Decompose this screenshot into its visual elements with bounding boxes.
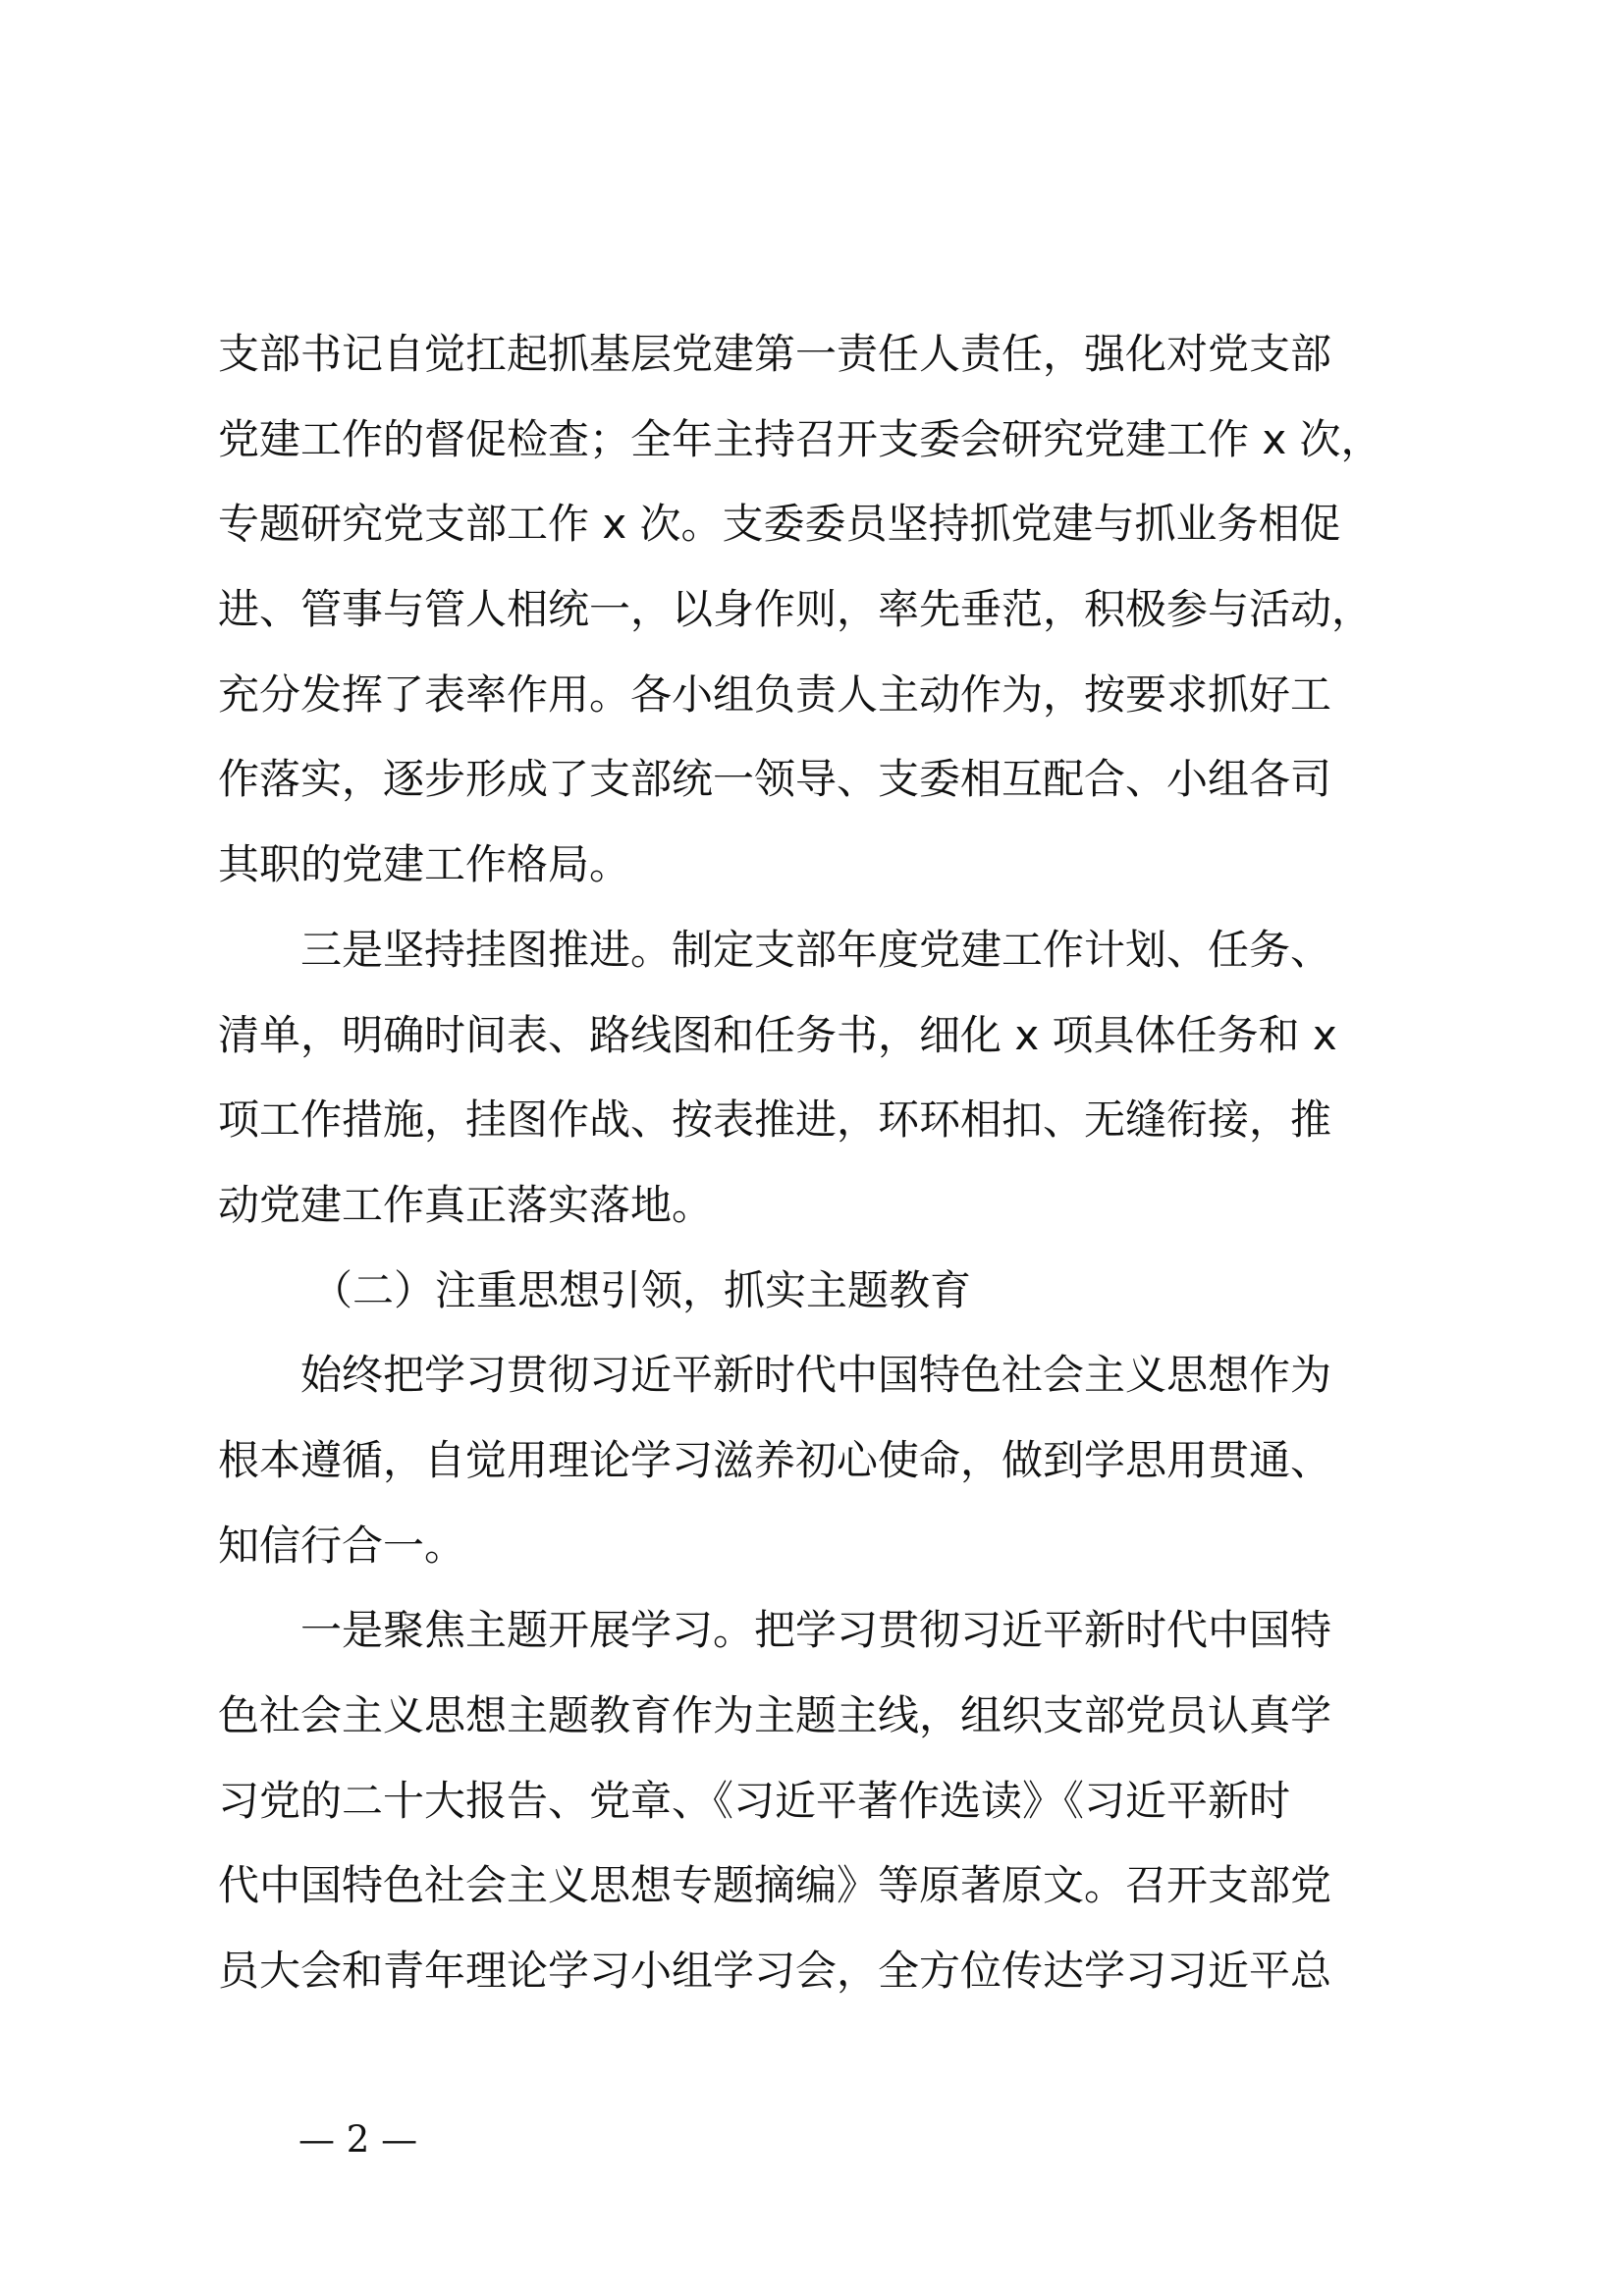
- text-line: 根本遵循，自觉用理论学习滋养初心使命，做到学思用贯通、: [218, 1435, 1332, 1484]
- paragraph-start-line: 三是坚持挂图推进。制定支部年度党建工作计划、任务、: [218, 925, 1332, 974]
- body-text: [218, 312, 1445, 2014]
- page-number: — 2 —: [298, 2118, 418, 2161]
- paragraph-start-line: 一是聚焦主题开展学习。把学习贯彻习近平新时代中国特: [218, 1606, 1332, 1655]
- text-line: 知信行合一。: [218, 1521, 466, 1570]
- text-line: 清单，明确时间表、路线图和任务书，细化 x 项具体任务和 x: [218, 1010, 1337, 1059]
- paragraph-start-line: 始终把学习贯彻习近平新时代中国特色社会主义思想作为: [218, 1351, 1332, 1400]
- text-line: 作落实，逐步形成了支部统一领导、支委相互配合、小组各司: [218, 755, 1332, 804]
- text-line: 动党建工作真正落实落地。: [218, 1180, 714, 1229]
- text-line: 专题研究党支部工作 x 次。支委委员坚持抓党建与抓业务相促: [218, 500, 1341, 549]
- text-line: 其职的党建工作格局。: [218, 840, 631, 889]
- text-line: 充分发挥了表率作用。各小组负责人主动作为，按要求抓好工: [218, 669, 1332, 719]
- text-line: 支部书记自觉扛起抓基层党建第一责任人责任，强化对党支部: [218, 330, 1332, 378]
- text-line: 代中国特色社会主义思想专题摘编》等原著原文。召开支部党: [218, 1861, 1332, 1910]
- text-line: 习党的二十大报告、党章、《习近平著作选读》《习近平新时: [218, 1776, 1291, 1825]
- section-heading: （二）注重思想引领，抓实主题教育: [311, 1265, 972, 1314]
- text-line: 色社会主义思想主题教育作为主题主线，组织支部党员认真学: [218, 1691, 1332, 1739]
- text-line: 项工作措施，挂图作战、按表推进，环环相扣、无缝衔接，推: [218, 1095, 1332, 1145]
- text-line: 进、管事与管人相统一，以身作则，率先垂范，积极参与活动，: [218, 585, 1374, 634]
- text-line: 员大会和青年理论学习小组学习会，全方位传达学习习近平总: [218, 1947, 1332, 1996]
- text-line: 党建工作的督促检查；全年主持召开支委会研究党建工作 x 次，: [218, 414, 1382, 463]
